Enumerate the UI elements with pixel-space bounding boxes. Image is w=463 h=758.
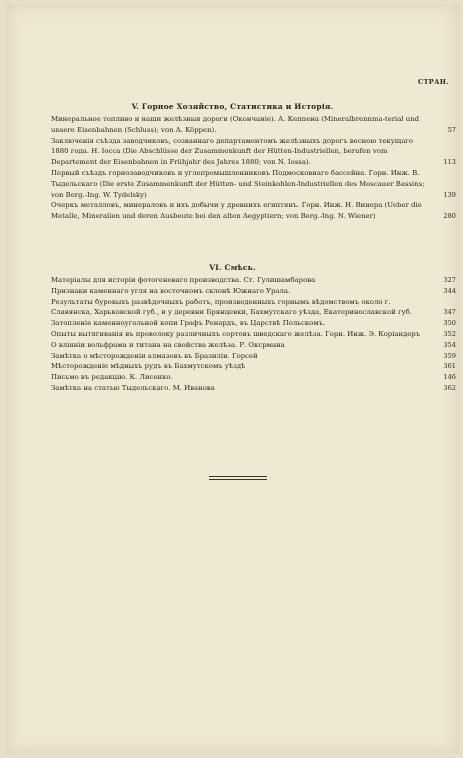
section-6-entries [51,275,456,394]
entry-text: Опыты вытягиванія въ проволоку различныхъ сортовъ шведскаго желѣза. Горн. Инж. Э. Коріандеръ [51,329,421,338]
entry-page: 139 [443,190,456,199]
toc-entry [51,383,456,394]
toc-entry [51,318,456,329]
entry-text: Первый съѣздъ горнозаводчиковъ и углепромышленниковъ Подмосковнаго бассейна. Горн. Инж. В. Тыдельскаго (Die erste Zusammenkunft der Hütten- und Steinkohlen-Industriellen des Moscauer Bassins; von Berg.-Ing. W. Tydelsky) [51,168,425,199]
toc-entry [51,361,456,372]
entry-text: Матеріалы для исторіи фотогеноваго производства. Ст. Гулишамбарова [51,276,316,284]
entry-page: 359 [443,351,456,360]
entry-text: Признаки каменнаго угля на восточномъ склонѣ Южнаго Урала. [51,286,291,295]
entry-page: 57 [447,125,456,134]
entry-page: 352 [443,329,456,338]
entry-page: 146 [443,373,456,382]
toc-entry [51,200,456,222]
toc-entry [51,351,456,362]
entry-text: Результаты буровыхъ развѣдочныхъ работъ, произведенныхъ горнымъ вѣдомствомъ около г. Славянска, Харьковской губ., и у деревни Брянцевки, Бахмутскаго уѣзда, Екатеринославской губ. [51,297,413,317]
entry-text: Минеральное топливо и наши желѣзныя дороги (Окончаніе). А. Кеппена (Mineralbrennma-terial und unsere Eisenbahnen (Schluss); von A. Köppen). [51,115,420,134]
entry-page: 113 [443,158,456,167]
entry-text: Мѣсторожденіе мѣдныхъ рудъ въ Бахмутскомъ уѣздѣ [51,362,246,371]
toc-entry [51,286,456,297]
entry-page: 344 [443,286,456,295]
toc-entry [51,372,456,383]
entry-page: 350 [443,319,456,328]
entry-page: 347 [443,308,456,317]
end-rule [209,479,267,480]
entry-text: Замѣтка о мѣсторожденіи алмазовъ въ Бразиліи. Горсей [51,351,258,360]
toc-entry [51,114,456,136]
entry-text: Заключенія съѣзда заводчиковъ, созваннаго департаментомъ желѣзныхъ дорогъ весною текущаго 1880 года. Н. Іосса (Die Abschlüsse der Zusammenkunft der Hütten-Industriellen, berufen vom Departement der Eisenbahnen in Frühjahr des Jahres 1880; von N. Iossa). [51,136,414,167]
entry-page: 280 [443,212,456,221]
entry-page: 362 [443,383,456,392]
entry-text: Очеркъ металловъ, минераловъ и ихъ добычи у древнихъ египтянъ. Горн. Инж. Н. Винера (Ueber die Metalle, Mineralien und deren Ausbeute bei den alten Aegyptiern; von Berg.-Ing. N. Wiener) [51,201,422,221]
toc-entry [51,297,456,319]
entry-text: О вліяніи вольфрама и титана на свойства желѣза. Р. Оксрмана [51,340,285,349]
toc-entry [51,329,456,340]
toc-entry [51,340,456,351]
toc-entry [51,136,456,168]
entry-page: 354 [443,340,456,349]
book-page [6,4,459,754]
section-6-title: VI. Смѣсь. [209,263,256,272]
end-rule [209,476,267,477]
entry-page: 361 [443,362,456,371]
entry-text: Замѣтка на статью Тыдельскаго. М. Иванова [51,383,215,392]
entry-page: 327 [443,276,456,284]
section-5-title: V. Горное Хозяйство, Статистика и Исторія. [131,102,334,111]
toc-entry [51,168,456,200]
pages-column-label: СТРАН. [418,78,449,86]
toc-entry [51,275,456,286]
entry-text: Письмо въ редакцію. К. Лисенко. [51,373,173,382]
entry-text: Затопленіе каменноугольной копи Графъ Ренардъ, въ Царствѣ Польскомъ. [51,319,326,328]
section-5-entries [51,114,456,222]
